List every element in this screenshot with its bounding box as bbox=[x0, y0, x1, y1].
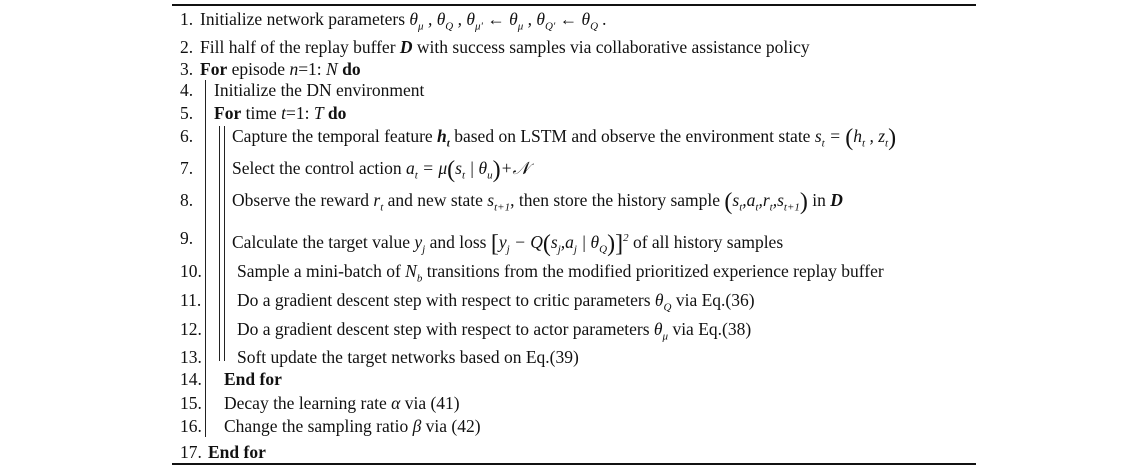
line-number: 8. bbox=[180, 190, 194, 210]
line-text: End for bbox=[224, 369, 282, 389]
line-number: 12. bbox=[180, 319, 202, 339]
line-text: Fill half of the replay buffer D with success samples via collaborative assistance policy bbox=[200, 37, 810, 57]
line-number: 10. bbox=[180, 261, 202, 281]
line-number: 5. bbox=[180, 103, 194, 123]
line-number: 3. bbox=[180, 59, 194, 79]
top-rule bbox=[172, 4, 976, 6]
line-number: 7. bbox=[180, 158, 194, 178]
line-text: Initialize the DN environment bbox=[214, 80, 425, 100]
line-text: Initialize network parameters $\theta_\mu$ , $\theta_Q$ , $\theta_{\mu'}$ ← $\theta_\mu$ , $\theta_{Q'}$ ← $\theta_Q$ . bbox=[200, 9, 607, 33]
line-text: End for bbox=[208, 442, 266, 462]
line-text: Select the control action $a_t = \mu(s_t$ | $\theta_u)+𝒩$ bbox=[232, 157, 530, 183]
line-text: Change the sampling ratio β via (42) bbox=[224, 416, 481, 436]
outer-loop-bar bbox=[205, 80, 206, 437]
line-text: For episode n=1: N do bbox=[200, 59, 361, 79]
line-number: 13. bbox=[180, 347, 202, 367]
line-number: 14. bbox=[180, 369, 202, 389]
line-number: 15. bbox=[180, 393, 202, 413]
inner-loop-bar-2 bbox=[224, 126, 225, 361]
line-number: 17. bbox=[180, 442, 202, 462]
line-number: 11. bbox=[180, 290, 202, 310]
line-number: 2. bbox=[180, 37, 194, 57]
line-text: Calculate the target value $y_j$ and loss [$y_j - Q(s_j,a_j$ | $\theta_Q)]^2$ of all history samples bbox=[232, 230, 784, 257]
line-text: Do a gradient descent step with respect to critic parameters $\theta_Q$ via Eq.(36) bbox=[237, 290, 755, 314]
line-number: 9. bbox=[180, 228, 194, 248]
line-number: 1. bbox=[180, 9, 194, 29]
line-number: 16. bbox=[180, 416, 202, 436]
line-text: Do a gradient descent step with respect to actor parameters $\theta_\mu$ via Eq.(38) bbox=[237, 319, 752, 343]
line-text: Observe the reward $r_t$ and new state $s_{t+1}$, then store the history sample $(s_t,a_t,r_t,s_{t+1})$ in D bbox=[232, 189, 843, 215]
inner-loop-bar bbox=[219, 126, 220, 361]
line-number: 6. bbox=[180, 126, 194, 146]
bottom-rule bbox=[172, 463, 976, 465]
param-init-formula: $\theta_\mu$ , $\theta_Q$ , $\theta_{\mu'}$ ← $\theta_\mu$ , $\theta_{Q'}$ ← $\theta_Q$ . bbox=[409, 9, 607, 33]
line-text: Sample a mini-batch of $N_b$ transitions from the modified prioritized experience replay buffer bbox=[237, 261, 884, 285]
line-text: For time t=1: T do bbox=[214, 103, 347, 123]
line-number: 4. bbox=[180, 80, 194, 100]
line-text: Decay the learning rate α via (41) bbox=[224, 393, 460, 413]
line-text: Capture the temporal feature $h_t$ based on LSTM and observe the environment state $s_t = (h_t$ , $z_t$) bbox=[232, 125, 897, 151]
line-text: Soft update the target networks based on Eq.(39) bbox=[237, 347, 579, 367]
